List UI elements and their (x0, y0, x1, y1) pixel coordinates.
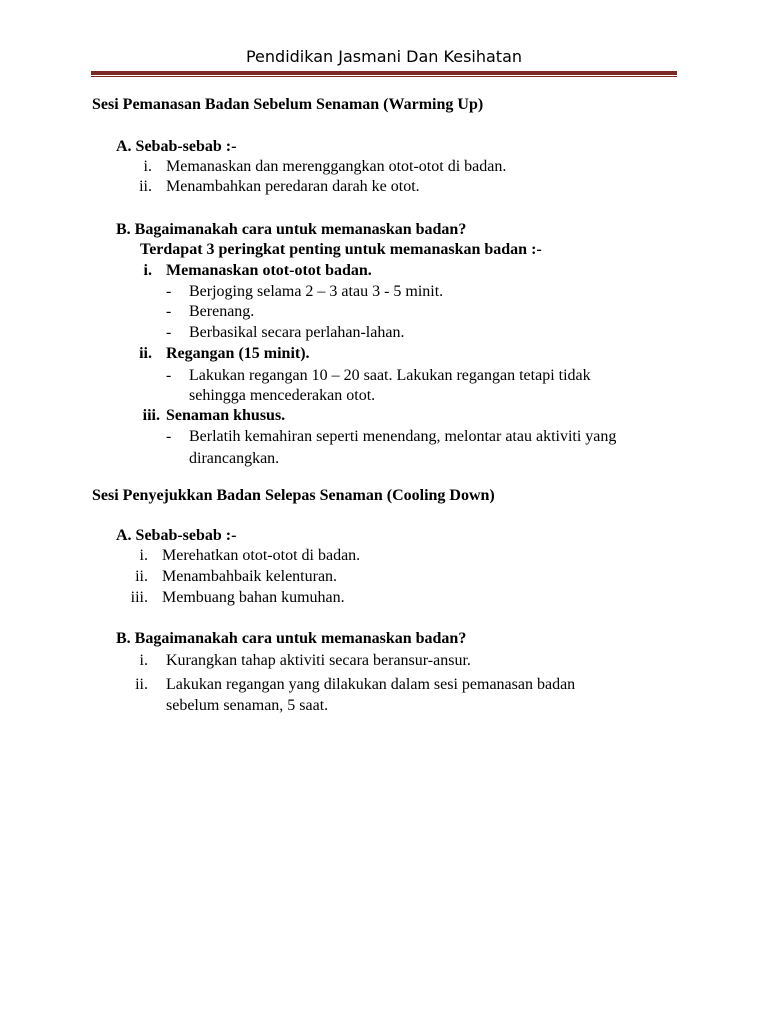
list-item: Lakukan regangan yang dilakukan dalam sesi pemanasan badan (166, 676, 576, 693)
bullet-item: Berenang. (189, 303, 255, 320)
bullet-item: Berlatih kemahiran seperti menendang, melontar atau aktiviti yang (189, 428, 617, 445)
stage-title: Memanaskan otot-otot badan. (166, 262, 372, 279)
stage-number: iii. (142, 407, 160, 424)
section-title-warming-up: Sesi Pemanasan Badan Sebelum Senaman (Warming Up) (92, 96, 484, 113)
warm-a-heading: A. Sebab-sebab :- (116, 138, 237, 155)
page-header-title: Pendidikan Jasmani Dan Kesihatan (245, 47, 523, 66)
bullet-item: Berbasikal secara perlahan-lahan. (189, 324, 405, 341)
list-number: i. (143, 158, 152, 175)
list-item: Merehatkan otot-otot di badan. (162, 547, 361, 564)
stage-title: Senaman khusus. (166, 407, 286, 424)
list-number: i. (139, 547, 148, 564)
list-number: ii. (139, 178, 152, 195)
bullet-item-continued: dirancangkan. (189, 450, 280, 467)
warm-b-subheading: Terdapat 3 peringkat penting untuk memanaskan badan :- (140, 241, 542, 258)
list-number: iii. (130, 589, 148, 606)
bullet-dash: - (166, 324, 172, 341)
list-item: Membuang bahan kumuhan. (162, 589, 345, 606)
stage-title: Regangan (15 minit). (166, 345, 310, 362)
bullet-item: Berjoging selama 2 – 3 atau 3 - 5 minit. (189, 283, 444, 300)
bullet-item-continued: sehingga mencederakan otot. (189, 387, 376, 404)
stage-number: i. (143, 262, 152, 279)
list-item: Menambahbaik kelenturan. (162, 568, 338, 585)
bullet-dash: - (166, 283, 172, 300)
list-item: Menambahkan peredaran darah ke otot. (166, 178, 420, 195)
list-item: Memanaskan dan merenggangkan otot-otot di badan. (166, 158, 507, 175)
list-item: Kurangkan tahap aktiviti secara beransur-ansur. (166, 652, 471, 669)
header-rule-thin (91, 76, 677, 77)
bullet-dash: - (166, 428, 172, 445)
warm-b-heading: B. Bagaimanakah cara untuk memanaskan badan? (116, 221, 467, 238)
stage-number: ii. (139, 345, 152, 362)
list-number: i. (139, 652, 148, 669)
bullet-item: Lakukan regangan 10 – 20 saat. Lakukan regangan tetapi tidak (189, 367, 591, 384)
list-item-continued: sebelum senaman, 5 saat. (166, 697, 329, 714)
list-number: ii. (135, 568, 148, 585)
cool-a-heading: A. Sebab-sebab :- (116, 527, 237, 544)
bullet-dash: - (166, 303, 172, 320)
section-title-cooling-down: Sesi Penyejukkan Badan Selepas Senaman (Cooling Down) (92, 487, 495, 504)
header-rule (91, 71, 677, 75)
list-number: ii. (135, 676, 148, 693)
cool-b-heading: B. Bagaimanakah cara untuk memanaskan badan? (116, 630, 467, 647)
bullet-dash: - (166, 367, 172, 384)
